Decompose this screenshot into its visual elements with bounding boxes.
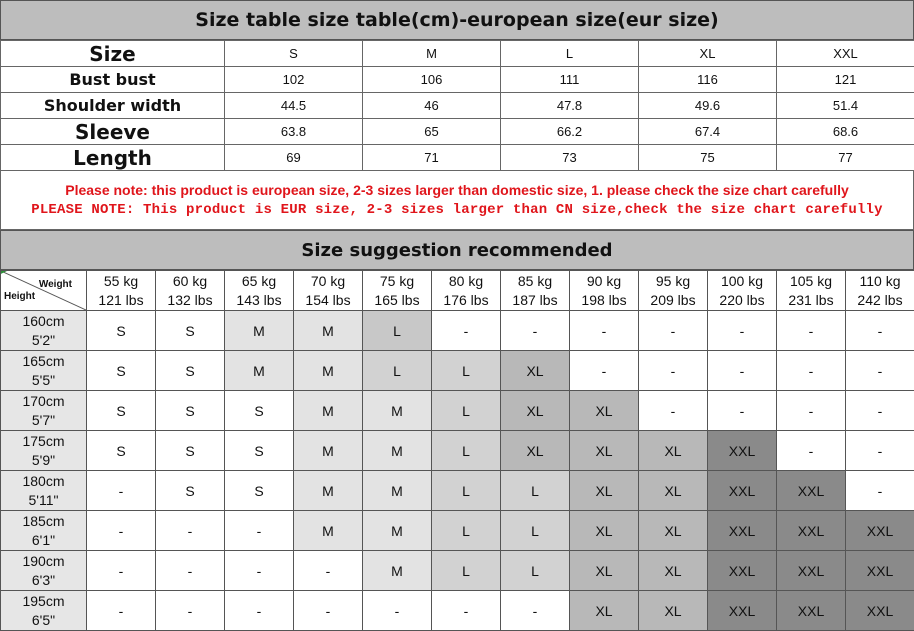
size-recommendation-cell: M bbox=[294, 471, 363, 511]
measure-label: Length bbox=[1, 145, 225, 171]
weight-lbs: 220 lbs bbox=[719, 291, 765, 308]
size-recommendation-cell: - bbox=[708, 351, 777, 391]
size-recommendation-cell: S bbox=[225, 391, 294, 431]
weight-column-header bbox=[777, 271, 846, 311]
size-recommendation-cell: M bbox=[294, 391, 363, 431]
size-recommendation-cell: XXL bbox=[708, 471, 777, 511]
size-recommendation-cell: XL bbox=[570, 431, 639, 471]
weight-kg: 100 kg bbox=[720, 272, 764, 289]
height-row bbox=[1, 511, 914, 551]
size-recommendation-cell: - bbox=[87, 471, 156, 511]
height-label-cell bbox=[1, 431, 87, 471]
size-column-header: M bbox=[363, 41, 501, 67]
measure-value: 44.5 bbox=[225, 93, 363, 119]
weight-lbs: 132 lbs bbox=[167, 291, 213, 308]
weight-lbs: 154 lbs bbox=[305, 291, 351, 308]
note-line-2: PLEASE NOTE: This product is EUR size, 2-3 sizes larger than CN size,check the size chart carefully bbox=[31, 201, 883, 218]
size-recommendation-cell: - bbox=[846, 311, 914, 351]
measure-value: 51.4 bbox=[777, 93, 914, 119]
size-recommendation-cell: L bbox=[363, 311, 432, 351]
size-recommendation-cell: XXL bbox=[846, 511, 914, 551]
size-recommendation-cell: - bbox=[294, 551, 363, 591]
size-recommendation-cell: XL bbox=[570, 511, 639, 551]
size-recommendation-cell: S bbox=[87, 391, 156, 431]
measure-value: 69 bbox=[225, 145, 363, 171]
size-header-label: Size bbox=[1, 41, 225, 67]
size-recommendation-cell: M bbox=[225, 311, 294, 351]
weight-column-header bbox=[156, 271, 225, 311]
size-recommendation-cell: - bbox=[846, 351, 914, 391]
weight-kg: 110 kg bbox=[859, 272, 901, 289]
size-recommendation-cell: - bbox=[87, 591, 156, 631]
size-table bbox=[0, 40, 914, 171]
height-label-cell bbox=[1, 351, 87, 391]
height-label-cell bbox=[1, 511, 87, 551]
size-recommendation-cell: S bbox=[87, 431, 156, 471]
size-recommendation-cell: M bbox=[363, 471, 432, 511]
weight-lbs: 121 lbs bbox=[98, 291, 144, 308]
size-recommendation-cell: XL bbox=[501, 391, 570, 431]
size-recommendation-cell: L bbox=[432, 471, 501, 511]
weight-kg: 60 kg bbox=[172, 272, 208, 289]
size-recommendation-cell: M bbox=[363, 511, 432, 551]
size-recommendation-cell: - bbox=[432, 311, 501, 351]
size-recommendation-cell: M bbox=[294, 311, 363, 351]
height-cm: 195cm bbox=[22, 592, 65, 609]
weight-column-header bbox=[87, 271, 156, 311]
size-recommendation-cell: L bbox=[432, 351, 501, 391]
size-recommendation-cell: L bbox=[432, 431, 501, 471]
size-recommendation-cell: L bbox=[501, 471, 570, 511]
size-recommendation-cell: - bbox=[156, 551, 225, 591]
height-cm: 160cm bbox=[22, 312, 65, 329]
size-recommendation-cell: S bbox=[225, 471, 294, 511]
size-recommendation-cell: L bbox=[432, 391, 501, 431]
size-column-header: L bbox=[501, 41, 639, 67]
size-recommendation-cell: M bbox=[363, 431, 432, 471]
weight-lbs: 209 lbs bbox=[650, 291, 696, 308]
size-recommendation-cell: L bbox=[432, 551, 501, 591]
corner-cell bbox=[1, 271, 87, 311]
size-recommendation-cell: S bbox=[87, 351, 156, 391]
height-row bbox=[1, 431, 914, 471]
weight-lbs: 242 lbs bbox=[857, 291, 903, 308]
size-suggestion-table bbox=[0, 270, 914, 631]
measure-value: 111 bbox=[501, 67, 639, 93]
size-recommendation-cell: XXL bbox=[846, 551, 914, 591]
weight-column-header bbox=[708, 271, 777, 311]
weight-column-header bbox=[501, 271, 570, 311]
size-recommendation-cell: XL bbox=[570, 391, 639, 431]
size-recommendation-cell: - bbox=[708, 391, 777, 431]
size-recommendation-cell: - bbox=[777, 391, 846, 431]
measure-value: 66.2 bbox=[501, 119, 639, 145]
measure-value: 116 bbox=[639, 67, 777, 93]
height-label-cell bbox=[1, 391, 87, 431]
size-recommendation-cell: M bbox=[294, 511, 363, 551]
height-ft: 5'5" bbox=[31, 371, 56, 388]
size-column-header: XXL bbox=[777, 41, 914, 67]
size-recommendation-cell: XL bbox=[501, 431, 570, 471]
weight-column-header bbox=[225, 271, 294, 311]
measure-value: 106 bbox=[363, 67, 501, 93]
weight-column-header bbox=[570, 271, 639, 311]
size-recommendation-cell: - bbox=[708, 311, 777, 351]
size-recommendation-cell: M bbox=[294, 431, 363, 471]
size-recommendation-cell: - bbox=[363, 591, 432, 631]
size-recommendation-cell: XL bbox=[570, 591, 639, 631]
size-recommendation-cell: - bbox=[432, 591, 501, 631]
weight-kg: 105 kg bbox=[789, 272, 833, 289]
size-recommendation-cell: XXL bbox=[777, 511, 846, 551]
size-recommendation-cell: L bbox=[432, 511, 501, 551]
size-recommendation-cell: - bbox=[846, 391, 914, 431]
measure-label: Shoulder width bbox=[1, 93, 225, 119]
size-recommendation-cell: XXL bbox=[777, 551, 846, 591]
measure-value: 68.6 bbox=[777, 119, 914, 145]
weight-column-header bbox=[639, 271, 708, 311]
measure-label: Bust bust bbox=[1, 67, 225, 93]
corner-weight-label: Weight bbox=[38, 279, 72, 290]
size-recommendation-cell: L bbox=[501, 511, 570, 551]
size-recommendation-cell: - bbox=[87, 511, 156, 551]
size-column-header: S bbox=[225, 41, 363, 67]
size-recommendation-cell: - bbox=[225, 591, 294, 631]
weight-column-header bbox=[363, 271, 432, 311]
height-row bbox=[1, 391, 914, 431]
size-recommendation-cell: XL bbox=[639, 511, 708, 551]
measure-value: 47.8 bbox=[501, 93, 639, 119]
height-label-cell bbox=[1, 591, 87, 631]
size-recommendation-cell: - bbox=[501, 311, 570, 351]
measure-label: Sleeve bbox=[1, 119, 225, 145]
measure-value: 77 bbox=[777, 145, 914, 171]
weight-kg: 70 kg bbox=[310, 272, 346, 289]
weight-kg: 75 kg bbox=[379, 272, 415, 289]
height-cm: 185cm bbox=[22, 512, 65, 529]
size-recommendation-cell: XL bbox=[501, 351, 570, 391]
height-ft: 6'5" bbox=[31, 611, 56, 628]
weight-lbs: 143 lbs bbox=[236, 291, 282, 308]
weight-kg: 80 kg bbox=[448, 272, 484, 289]
size-recommendation-cell: XXL bbox=[708, 431, 777, 471]
height-ft: 5'2" bbox=[31, 331, 56, 348]
size-recommendation-cell: - bbox=[777, 311, 846, 351]
size-recommendation-cell: L bbox=[363, 351, 432, 391]
size-recommendation-cell: - bbox=[87, 551, 156, 591]
measure-value: 73 bbox=[501, 145, 639, 171]
size-recommendation-cell: - bbox=[639, 391, 708, 431]
size-recommendation-cell: - bbox=[570, 351, 639, 391]
suggestion-title: Size suggestion recommended bbox=[0, 230, 914, 270]
height-label-cell bbox=[1, 471, 87, 511]
height-cm: 165cm bbox=[22, 352, 65, 369]
size-recommendation-cell: S bbox=[156, 391, 225, 431]
weight-lbs: 165 lbs bbox=[374, 291, 420, 308]
size-recommendation-cell: XL bbox=[639, 591, 708, 631]
size-recommendation-cell: S bbox=[156, 471, 225, 511]
height-label-cell bbox=[1, 551, 87, 591]
height-ft: 5'9" bbox=[31, 451, 56, 468]
size-recommendation-cell: XXL bbox=[708, 511, 777, 551]
weight-lbs: 176 lbs bbox=[443, 291, 489, 308]
size-recommendation-cell: - bbox=[639, 311, 708, 351]
height-row bbox=[1, 311, 914, 351]
size-recommendation-cell: - bbox=[777, 351, 846, 391]
weight-kg: 85 kg bbox=[517, 272, 553, 289]
corner-height-label: Height bbox=[4, 291, 36, 302]
height-row bbox=[1, 591, 914, 631]
size-recommendation-cell: XXL bbox=[777, 471, 846, 511]
height-cm: 190cm bbox=[22, 552, 65, 569]
size-measure-row bbox=[1, 145, 914, 171]
weight-column-header bbox=[294, 271, 363, 311]
measure-value: 63.8 bbox=[225, 119, 363, 145]
height-row bbox=[1, 351, 914, 391]
size-table-title: Size table size table(cm)-european size(eur size) bbox=[0, 0, 914, 40]
size-header-row bbox=[1, 41, 914, 67]
height-row bbox=[1, 471, 914, 511]
height-cm: 180cm bbox=[22, 472, 65, 489]
height-cm: 175cm bbox=[22, 432, 65, 449]
measure-value: 102 bbox=[225, 67, 363, 93]
size-recommendation-cell: - bbox=[846, 431, 914, 471]
size-recommendation-cell: XL bbox=[639, 471, 708, 511]
size-recommendation-cell: - bbox=[294, 591, 363, 631]
size-recommendation-cell: XL bbox=[570, 471, 639, 511]
size-recommendation-cell: S bbox=[225, 431, 294, 471]
height-ft: 5'7" bbox=[31, 411, 56, 428]
size-column-header: XL bbox=[639, 41, 777, 67]
weight-column-header bbox=[432, 271, 501, 311]
height-row bbox=[1, 551, 914, 591]
size-recommendation-cell: S bbox=[156, 351, 225, 391]
size-recommendation-cell: - bbox=[225, 511, 294, 551]
size-recommendation-cell: S bbox=[156, 431, 225, 471]
size-recommendation-cell: S bbox=[156, 311, 225, 351]
size-measure-row bbox=[1, 67, 914, 93]
weight-kg: 90 kg bbox=[586, 272, 622, 289]
size-recommendation-cell: L bbox=[501, 551, 570, 591]
note-line-1: Please note: this product is european size, 2-3 sizes larger than domestic size, 1. please check the size chart carefully bbox=[65, 181, 849, 198]
measure-value: 65 bbox=[363, 119, 501, 145]
measure-value: 67.4 bbox=[639, 119, 777, 145]
measure-value: 49.6 bbox=[639, 93, 777, 119]
size-recommendation-cell: - bbox=[777, 431, 846, 471]
size-recommendation-cell: M bbox=[294, 351, 363, 391]
height-label-cell bbox=[1, 311, 87, 351]
size-recommendation-cell: M bbox=[225, 351, 294, 391]
weight-kg: 95 kg bbox=[655, 272, 691, 289]
measure-value: 121 bbox=[777, 67, 914, 93]
size-recommendation-cell: - bbox=[225, 551, 294, 591]
size-recommendation-cell: XL bbox=[570, 551, 639, 591]
weight-lbs: 187 lbs bbox=[512, 291, 558, 308]
size-recommendation-cell: XL bbox=[639, 431, 708, 471]
size-recommendation-cell: - bbox=[639, 351, 708, 391]
weight-kg: 55 kg bbox=[103, 272, 139, 289]
weight-column-header bbox=[846, 271, 914, 311]
size-recommendation-cell: M bbox=[363, 391, 432, 431]
size-recommendation-cell: - bbox=[501, 591, 570, 631]
measure-value: 75 bbox=[639, 145, 777, 171]
size-recommendation-cell: XXL bbox=[846, 591, 914, 631]
weight-lbs: 231 lbs bbox=[788, 291, 834, 308]
weight-lbs: 198 lbs bbox=[581, 291, 627, 308]
weight-kg: 65 kg bbox=[241, 272, 277, 289]
size-recommendation-cell: XXL bbox=[708, 551, 777, 591]
height-ft: 6'1" bbox=[31, 531, 56, 548]
size-recommendation-cell: - bbox=[156, 511, 225, 551]
measure-value: 71 bbox=[363, 145, 501, 171]
size-recommendation-cell: - bbox=[156, 591, 225, 631]
height-ft: 5'11" bbox=[28, 491, 59, 508]
size-recommendation-cell: XXL bbox=[777, 591, 846, 631]
size-measure-row bbox=[1, 119, 914, 145]
measure-value: 46 bbox=[363, 93, 501, 119]
size-measure-row bbox=[1, 93, 914, 119]
size-recommendation-cell: S bbox=[87, 311, 156, 351]
size-recommendation-cell: M bbox=[363, 551, 432, 591]
size-recommendation-cell: XL bbox=[639, 551, 708, 591]
size-recommendation-cell: XXL bbox=[708, 591, 777, 631]
size-notes bbox=[0, 170, 914, 230]
height-cm: 170cm bbox=[22, 392, 65, 409]
size-recommendation-cell: - bbox=[570, 311, 639, 351]
size-recommendation-cell: - bbox=[846, 471, 914, 511]
height-ft: 6'3" bbox=[31, 571, 56, 588]
